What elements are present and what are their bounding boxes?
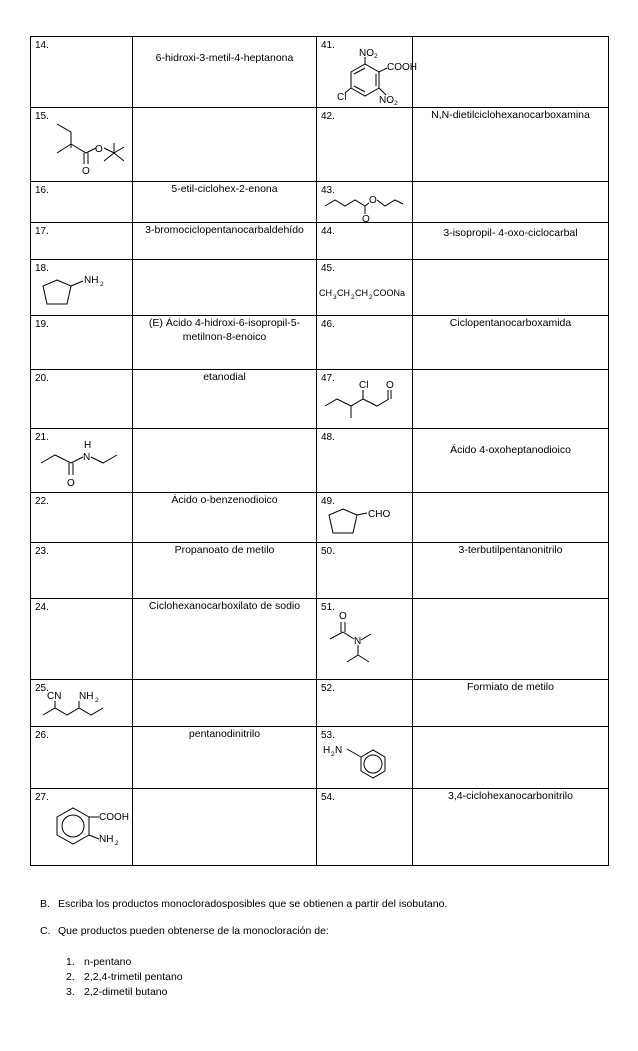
- structure-cell: [31, 260, 133, 316]
- structure-chloro-aldehyde: [317, 370, 413, 429]
- name-cell: [413, 543, 609, 599]
- table-row: [31, 316, 609, 370]
- item-number: 18.: [35, 263, 49, 274]
- cooh-label: COOH: [387, 62, 417, 73]
- no2-label: NO: [379, 95, 394, 106]
- nh2-label: NH: [84, 275, 99, 286]
- name-cell: [133, 543, 317, 599]
- table-row: [31, 543, 609, 599]
- subscript: 2: [100, 281, 104, 288]
- item-number: 23.: [35, 546, 49, 557]
- structure-cell: [317, 182, 413, 223]
- item-number: 21.: [35, 432, 49, 443]
- name-cell: [133, 370, 317, 429]
- no2-label: NO: [359, 48, 374, 59]
- structure-cell: [317, 260, 413, 316]
- item-number: 47.: [321, 373, 335, 384]
- item-number: 24.: [35, 602, 49, 613]
- list-item: [66, 986, 183, 1001]
- compound-name: Ácido o-benzenodioico: [171, 494, 278, 506]
- structure-cyclopentanecarbaldehyde: [317, 493, 413, 543]
- o-label: O: [369, 195, 377, 206]
- structure-cell: [317, 727, 413, 789]
- item-number: 45.: [321, 263, 335, 274]
- compound-name: 3,4-ciclohexanocarbonitrilo: [448, 790, 573, 802]
- structure-cell: [317, 599, 413, 680]
- subscript: 2: [394, 100, 398, 107]
- structure-cell: [31, 182, 133, 223]
- structure-cell: [31, 108, 133, 182]
- cooh-label: COOH: [99, 812, 129, 823]
- name-cell: [133, 316, 317, 370]
- list-number: 3.: [66, 986, 75, 998]
- table-row: [31, 493, 609, 543]
- n-label: N: [354, 636, 362, 647]
- nomenclature-table: [30, 36, 609, 866]
- structure-cell: [317, 108, 413, 182]
- name-cell: [133, 599, 317, 680]
- o-label: O: [339, 611, 347, 622]
- item-number: 48.: [321, 432, 335, 443]
- structure-cell: [31, 727, 133, 789]
- structure-cell: [31, 599, 133, 680]
- item-number: 22.: [35, 496, 49, 507]
- question-letter: C.: [40, 925, 51, 937]
- item-number: 16.: [35, 185, 49, 196]
- structure-cell: [31, 543, 133, 599]
- name-cell: [413, 493, 609, 543]
- item-number: 17.: [35, 226, 49, 237]
- h2n-n-label: N: [335, 745, 343, 756]
- subscript: 2: [331, 751, 335, 758]
- item-number: 43.: [321, 185, 335, 196]
- subscript: 2: [351, 294, 355, 301]
- list-item: [66, 956, 183, 971]
- subscript: 2: [95, 697, 99, 704]
- item-number: 20.: [35, 373, 49, 384]
- name-cell: [133, 680, 317, 727]
- formula-text: CH: [319, 288, 332, 298]
- structure-cell: [317, 37, 417, 108]
- h2n-label: H: [323, 745, 331, 756]
- structure-cell: [317, 370, 413, 429]
- structure-isopropyl-methylacetamide: [317, 599, 413, 680]
- subscript: 2: [115, 840, 119, 847]
- item-number: 46.: [321, 319, 335, 330]
- table-row: [31, 429, 609, 493]
- name-cell: [133, 789, 317, 866]
- formula-text: CH: [355, 288, 368, 298]
- name-cell: [413, 260, 609, 316]
- o-label: O: [95, 144, 103, 155]
- name-cell: [413, 316, 609, 370]
- cho-label: CHO: [368, 509, 391, 520]
- o-label: O: [362, 214, 370, 225]
- list-text: n-pentano: [84, 956, 132, 968]
- structure-cell: [31, 493, 133, 543]
- compound-name: Ciclohexanocarboxilato de sodio: [148, 600, 301, 612]
- item-number: 51.: [321, 602, 335, 613]
- name-cell: [413, 599, 609, 680]
- name-cell: [413, 182, 609, 223]
- nh2-label: NH: [79, 691, 94, 702]
- item-number: 42.: [321, 111, 335, 122]
- item-number: 27.: [35, 792, 49, 803]
- name-cell: [133, 223, 317, 260]
- structure-cell: [31, 316, 133, 370]
- table-row: [31, 37, 609, 108]
- structure-cell: [317, 429, 413, 493]
- subscript: 3: [333, 294, 337, 301]
- n-label: N: [83, 452, 91, 463]
- name-cell: [413, 429, 609, 493]
- table-row: [31, 789, 609, 866]
- structure-cell: [31, 223, 133, 260]
- compound-name: (E) Ácido 4-hidroxi-6-isopropil-5-metilnon-8-enoico: [148, 317, 301, 344]
- name-cell: [133, 182, 317, 223]
- table-row: [31, 260, 609, 316]
- item-number: 52.: [321, 683, 335, 694]
- structure-cell: [31, 429, 133, 493]
- name-cell: [133, 108, 317, 182]
- question-letter: B.: [40, 898, 50, 910]
- item-number: 53.: [321, 730, 335, 741]
- item-number: 49.: [321, 496, 335, 507]
- structure-cell: [31, 789, 133, 866]
- item-number: 54.: [321, 792, 335, 803]
- compound-name: Formiato de metilo: [467, 681, 554, 693]
- structure-cell: [31, 370, 133, 429]
- name-cell: [413, 727, 609, 789]
- compound-name: 3-isopropil- 4-oxo-ciclocarbal: [443, 227, 578, 239]
- compound-name: 3-terbutilpentanonitrilo: [458, 544, 563, 556]
- list-number: 1.: [66, 956, 75, 968]
- structure-aniline: [317, 727, 413, 789]
- structure-cell: [31, 37, 133, 108]
- name-cell: [413, 370, 609, 429]
- table-row: [31, 223, 609, 260]
- structure-cell: [317, 789, 413, 866]
- question-text: Escriba los productos monocloradosposibles que se obtienen a partir del isobutano.: [58, 898, 448, 910]
- structure-anthranilic-acid: [31, 789, 133, 866]
- structure-cell: [317, 543, 413, 599]
- subscript: 2: [374, 53, 378, 60]
- structure-ethyl-ester: [317, 182, 413, 223]
- name-cell: [133, 37, 317, 108]
- name-cell: [133, 429, 317, 493]
- structure-cell: [317, 493, 413, 543]
- formula-text: COONa: [373, 288, 406, 298]
- name-cell: [413, 37, 609, 108]
- structure-ethylpropanamide: [31, 429, 133, 493]
- list-number: 2.: [66, 971, 75, 983]
- structure-cyclopentylamine: [31, 260, 133, 316]
- item-number: 19.: [35, 319, 49, 330]
- compound-name: 6-hidroxi-3-metil-4-heptanona: [155, 52, 294, 64]
- structure-dinitro-chlorobenzoic-acid: [317, 37, 417, 108]
- h-label: H: [84, 440, 92, 451]
- table-row: [31, 108, 609, 182]
- name-cell: [413, 108, 609, 182]
- table-row: [31, 727, 609, 789]
- structure-cell: [317, 680, 413, 727]
- name-cell: [413, 223, 609, 260]
- table-row: [31, 680, 609, 727]
- name-cell: [133, 493, 317, 543]
- list-text: 2,2-dimetil butano: [84, 986, 168, 998]
- item-number: 50.: [321, 546, 335, 557]
- compound-name: N,N-dietilciclohexanocarboxamina: [431, 109, 590, 121]
- cl-label: Cl: [359, 380, 369, 391]
- table-row: [31, 370, 609, 429]
- item-number: 44.: [321, 226, 335, 237]
- table-row: [31, 182, 609, 223]
- cl-label: Cl: [337, 92, 347, 103]
- o-label: O: [386, 380, 394, 391]
- structure-cell: [31, 680, 133, 727]
- item-number: 25.: [35, 683, 49, 694]
- o-label: O: [82, 166, 90, 177]
- name-cell: [413, 680, 609, 727]
- o-label: O: [67, 478, 75, 489]
- compound-name: Ciclopentanocarboxamida: [449, 317, 572, 329]
- compound-name: Ácido 4-oxoheptanodioico: [450, 444, 571, 456]
- table-row: [31, 599, 609, 680]
- compound-name: 5-etil-ciclohex-2-enona: [171, 183, 278, 195]
- list-item: [66, 971, 183, 986]
- question-text: Que productos pueden obtenerse de la monocloración de:: [58, 925, 329, 937]
- formula-text: CH: [337, 288, 350, 298]
- structure-sodium-butanoate: [317, 260, 413, 316]
- compound-list: [66, 956, 183, 1001]
- compound-name: pentanodinitrilo: [188, 728, 261, 740]
- structure-cell: [317, 223, 413, 260]
- name-cell: [133, 260, 317, 316]
- name-cell: [133, 727, 317, 789]
- item-number: 15.: [35, 111, 49, 122]
- name-cell: [413, 789, 609, 866]
- list-text: 2,2,4-trimetil pentano: [84, 971, 183, 983]
- structure-amino-nitrile: [31, 680, 133, 727]
- structure-cell: [317, 316, 413, 370]
- item-number: 14.: [35, 40, 49, 51]
- cn-label: CN: [47, 691, 62, 702]
- question-b: [40, 898, 610, 910]
- compound-name: etanodial: [203, 371, 246, 383]
- subscript: 2: [369, 294, 373, 301]
- item-number: 41.: [321, 40, 335, 51]
- question-c: [40, 925, 610, 937]
- structure-tert-butyl-ester: [31, 108, 133, 182]
- compound-name: Propanoato de metilo: [174, 544, 275, 556]
- compound-name: 3-bromociclopentanocarbaldehído: [145, 224, 304, 236]
- nh2-label: NH: [99, 834, 114, 845]
- item-number: 26.: [35, 730, 49, 741]
